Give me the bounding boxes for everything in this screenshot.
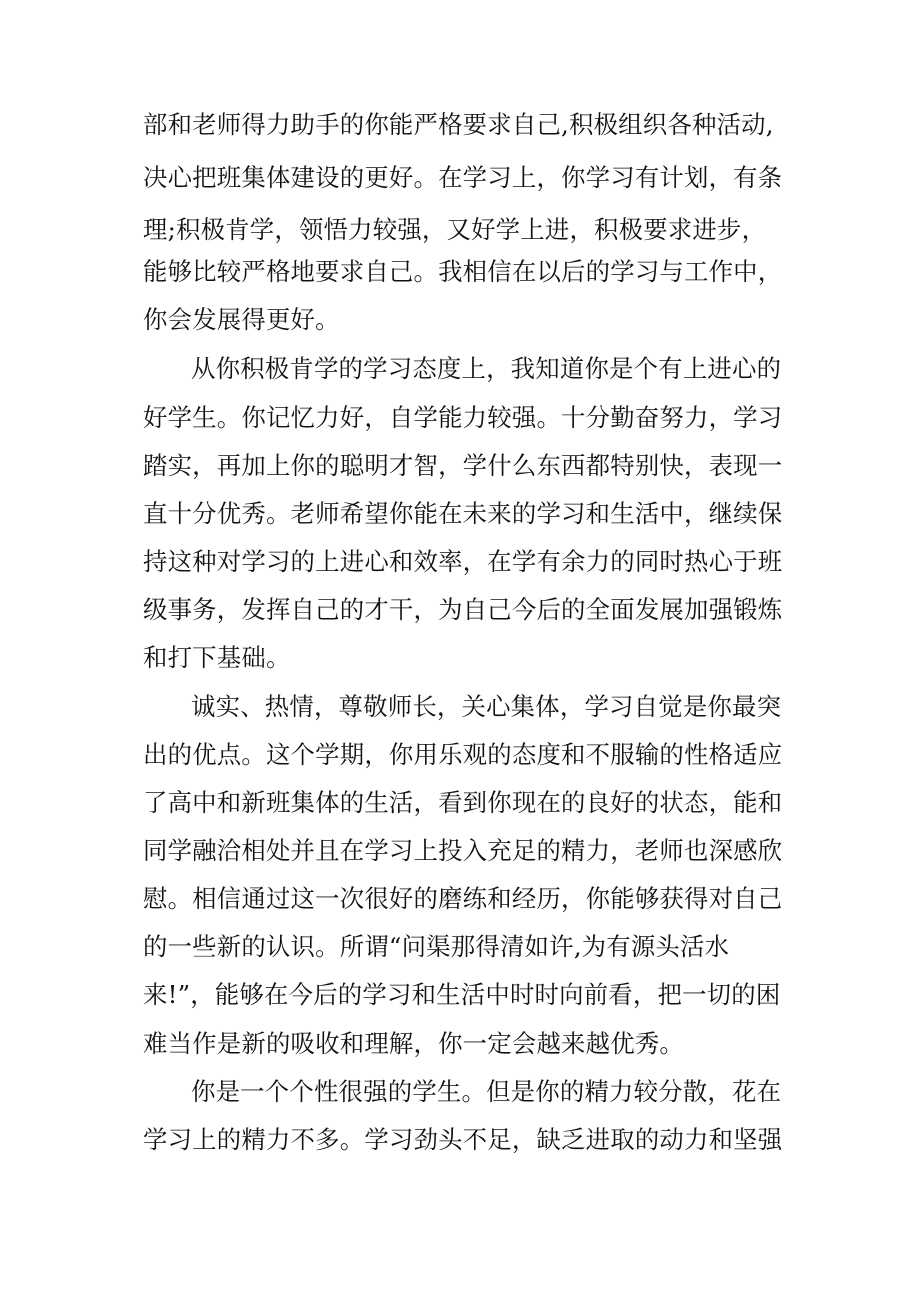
text-line: 难当作是新的吸收和理解，你一定会越来越优秀。 [143, 1029, 684, 1058]
text-line: 了高中和新班集体的生活，看到你现在的良好的状态，能和 [143, 788, 783, 817]
text-line: 学习上的精力不多。学习劲头不足，缺乏进取的动力和坚强 [143, 1125, 783, 1154]
text-line: 来!”，能够在今后的学习和生活中时时向前看，把一切的困 [143, 980, 781, 1009]
text-line: 的一些新的认识。所谓“问渠那得清如许,为有源头活水 [143, 932, 730, 961]
text-line: 级事务，发挥自己的才干，为自己今后的全面发展加强锻炼 [143, 595, 783, 624]
text-line: 决心把班集体建设的更好。在学习上，你学习有计划，有条 [143, 163, 783, 192]
text-line: 出的优点。这个学期，你用乐观的态度和不服输的性格适应 [143, 740, 783, 769]
text-line: 踏实，再加上你的聪明才智，学什么东西都特别快，表现一 [143, 451, 783, 480]
text-line: 同学融洽相处并且在学习上投入充足的精力，老师也深感欣 [143, 836, 783, 865]
text-line: 好学生。你记忆力好，自学能力较强。十分勤奋努力，学习 [143, 403, 783, 432]
text-line: 理;积极肯学，领悟力较强，又好学上进，积极要求进步， [143, 215, 767, 244]
paragraph-first-line: 诚实、热情，尊敬师长，关心集体，学习自觉是你最突 [191, 692, 782, 721]
text-line: 慰。相信通过这一次很好的磨练和经历，你能够获得对自己 [143, 884, 783, 913]
text-line: 持这种对学习的上进心和效率，在学有余力的同时热心于班 [143, 547, 783, 576]
paragraph-first-line: 从你积极肯学的学习态度上，我知道你是个有上进心的 [191, 354, 782, 383]
text-line: 能够比较严格地要求自己。我相信在以后的学习与工作中， [143, 257, 783, 286]
text-line: 直十分优秀。老师希望你能在未来的学习和生活中，继续保 [143, 499, 783, 528]
text-line: 你会发展得更好。 [143, 305, 340, 334]
text-line: 和打下基础。 [143, 643, 291, 672]
text-line: 部和老师得力助手的你能严格要求自己,积极组织各种活动, [143, 110, 774, 139]
paragraph-first-line: 你是一个个性很强的学生。但是你的精力较分散，花在 [191, 1077, 782, 1106]
